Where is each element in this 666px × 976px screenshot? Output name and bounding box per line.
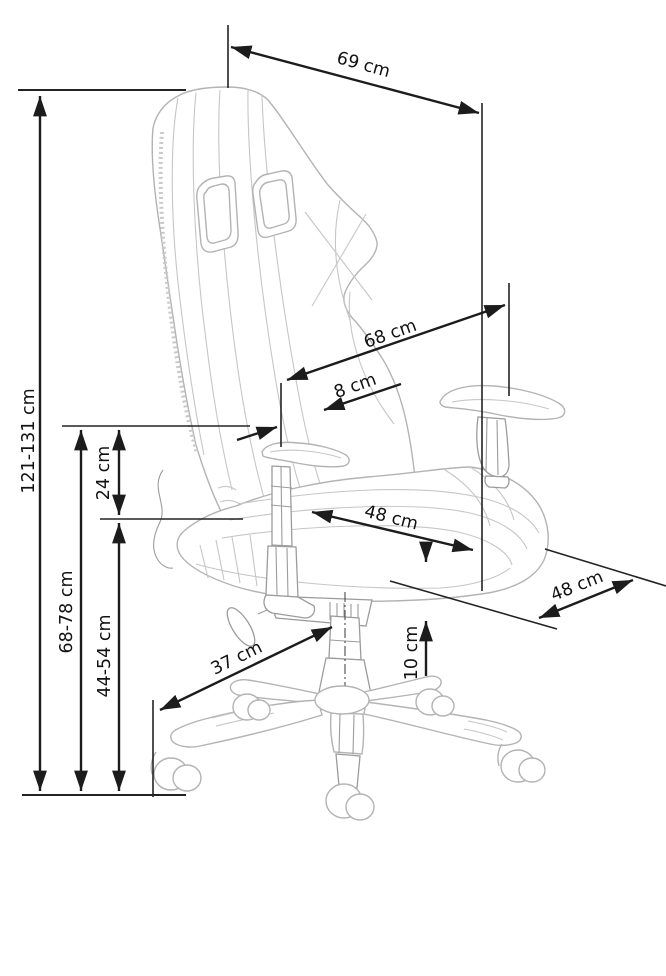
dim-armrest-to-seat	[94, 430, 119, 515]
dim-seat-depth	[539, 567, 633, 618]
dim-armrest-height	[57, 430, 81, 791]
dim-label-seat-width: 48 cm	[362, 501, 421, 535]
dim-total-height	[19, 96, 40, 791]
base-star	[171, 676, 521, 754]
chair-drawing	[151, 87, 564, 820]
dim-label-base-reach: 37 cm	[207, 637, 266, 680]
dim-label-total-height: 121-131 cm	[19, 388, 39, 494]
dim-label-cushion-thickness: 10 cm	[402, 625, 422, 681]
dim-label-seat-height: 44-54 cm	[95, 614, 115, 698]
dim-label-armrest-to-seat: 24 cm	[94, 445, 114, 501]
dim-label-seat-depth: 48 cm	[548, 567, 607, 606]
headrest-slot-right	[253, 171, 296, 238]
headrest-slot-left	[197, 176, 238, 252]
dim-label-armrest-height: 68-78 cm	[57, 570, 77, 654]
dim-label-top-width: 69 cm	[334, 48, 393, 83]
dim-label-headrest-offset: 8 cm	[331, 369, 380, 403]
dim-label-backrest-diagonal: 68 cm	[361, 315, 420, 353]
dim-seat-height	[95, 523, 119, 791]
